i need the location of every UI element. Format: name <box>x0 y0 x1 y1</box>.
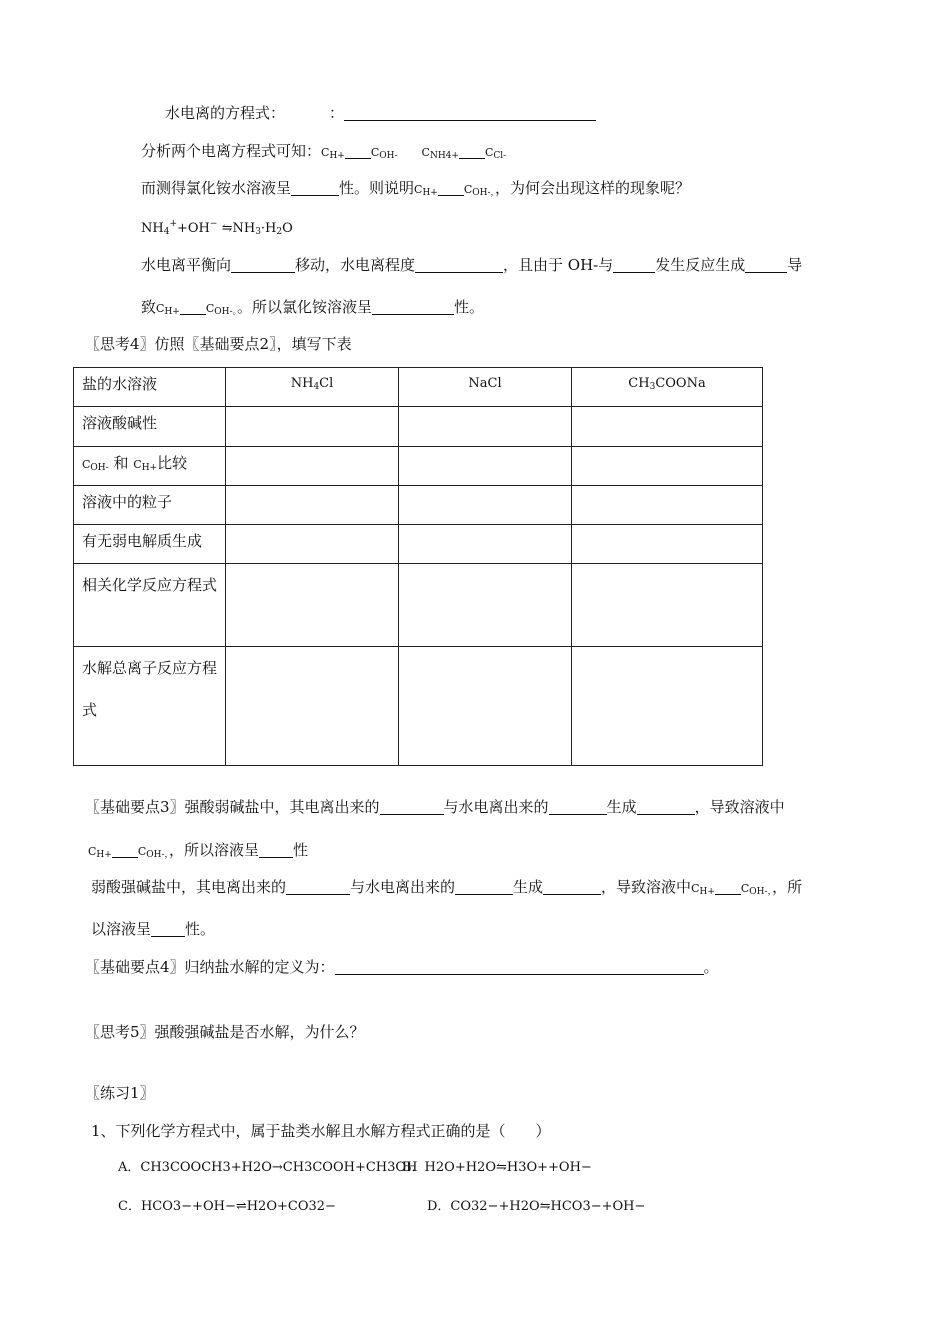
question-text: ，为何会出现这样的现象呢？ <box>495 179 691 197</box>
c-cl-minus: $C_{Cl-}$ <box>484 146 507 161</box>
table-row <box>74 486 763 525</box>
header-cell: 盐的水溶液 <box>74 368 226 407</box>
table-cell[interactable] <box>572 525 763 564</box>
product-blank[interactable] <box>745 257 787 273</box>
eq-text-a: 水电离平衡向 <box>141 256 232 274</box>
b3-text-k: ，所 <box>772 878 803 896</box>
table-row <box>74 564 763 647</box>
b3-property-blank[interactable] <box>259 842 293 858</box>
conclusion-text-c: 性。 <box>454 298 485 316</box>
b3-text-f: 性 <box>293 841 309 859</box>
b3-text-b: 与水电离出来的 <box>443 798 549 816</box>
think-4-heading: 〖思考4〗仿照〖基础要点2〗，填写下表 <box>85 335 352 353</box>
measurement-text: 而测得氯化铵水溶液呈 <box>141 179 292 197</box>
b3-blank-3[interactable] <box>637 799 695 815</box>
c-oh-minus: $C_{OH-,}$ <box>463 183 496 198</box>
c-oh-minus: $C_{OH-。}$ <box>205 302 238 317</box>
c-h-plus: $C_{H+}$ <box>414 183 438 198</box>
header-nacl: NaCl <box>399 368 572 407</box>
c-h-plus: $C_{H+}$ <box>156 302 180 317</box>
table-cell[interactable] <box>226 447 399 486</box>
table-cell[interactable] <box>226 407 399 447</box>
question-1: 1、下列化学方程式中，属于盐类水解且水解方程式正确的是（ ） <box>91 1122 551 1140</box>
b3-compare-blank-2[interactable] <box>715 879 741 895</box>
row-label: 有无弱电解质生成 <box>74 525 226 564</box>
table-header-row <box>74 368 763 407</box>
water-ionization-label: 水电离的方程式： <box>165 104 286 122</box>
option-b[interactable]: B．H2O+H2O⇋H3O++OH− <box>402 1160 592 1175</box>
eq-text-c: ，且由于 OH-与 <box>503 256 614 274</box>
b3-blank-4[interactable] <box>286 879 350 895</box>
table-cell[interactable] <box>572 447 763 486</box>
table-row <box>74 647 763 766</box>
equation-blank[interactable] <box>344 105 596 121</box>
table-cell[interactable] <box>399 447 572 486</box>
c-h-plus: $C_{H+}$ <box>691 882 715 897</box>
option-a[interactable]: A．CH3COOCH3+H2O→CH3COOH+CH3OH <box>118 1160 418 1175</box>
table-cell[interactable] <box>572 564 763 647</box>
table-cell[interactable] <box>399 647 572 766</box>
compare-blank-4[interactable] <box>180 299 206 315</box>
table-cell[interactable] <box>226 525 399 564</box>
basics-3-line-2 <box>88 840 308 865</box>
b3-text-l: 以溶液呈 <box>91 920 152 938</box>
b3-text-d: ，导致溶液中 <box>694 798 785 816</box>
table-cell[interactable] <box>399 564 572 647</box>
table-row <box>74 447 763 486</box>
b3-text-i: 生成 <box>513 878 544 896</box>
row-label: 相关化学反应方程式 <box>74 564 226 647</box>
analysis-line <box>141 141 506 166</box>
conclusion-text-a: 致 <box>141 298 157 316</box>
c-oh-minus: $C_{OH-,}$ <box>137 845 170 860</box>
basics-3-line-3 <box>91 877 802 902</box>
b3-compare-blank[interactable] <box>112 842 138 858</box>
c-h-plus: $C_{H+}$ <box>321 146 345 161</box>
row-label: 水解总离子反应方程式 <box>74 647 226 766</box>
solution-property-blank[interactable] <box>372 299 454 315</box>
colon: ： <box>329 104 345 122</box>
table-cell[interactable] <box>572 407 763 447</box>
eq-text-e: 导 <box>787 256 803 274</box>
table-row <box>74 407 763 447</box>
conclusion-text-b: 。所以氯化铵溶液呈 <box>237 298 373 316</box>
basics-4-line <box>85 957 719 977</box>
direction-blank[interactable] <box>231 257 295 273</box>
analysis-text: 分析两个电离方程式可知： <box>141 142 322 160</box>
row-label: 溶液酸碱性 <box>74 407 226 447</box>
compare-blank-2[interactable] <box>459 143 485 159</box>
basics-3-line-4 <box>91 919 215 939</box>
salt-solution-table <box>73 367 763 766</box>
table-cell[interactable] <box>399 525 572 564</box>
table-cell[interactable] <box>572 647 763 766</box>
eq-text-b: 移动，水电离程度 <box>295 256 416 274</box>
option-d[interactable]: D．CO32−+H2O⇋HCO3−+OH− <box>427 1199 646 1214</box>
b3-text-h: 与水电离出来的 <box>350 878 456 896</box>
row-label: $C_{OH-}$ 和 $C_{H+}$比较 <box>74 447 226 486</box>
header-ch3coona: $CH_3COONa$ <box>572 368 763 407</box>
practice-heading: 〖练习1〗 <box>85 1084 155 1102</box>
b4-text-a: 〖基础要点4〗归纳盐水解的定义为： <box>85 958 335 976</box>
b3-blank-6[interactable] <box>543 879 601 895</box>
b3-text-m: 性。 <box>185 920 216 938</box>
table-cell[interactable] <box>572 486 763 525</box>
conclusion-line <box>141 297 484 322</box>
table-cell[interactable] <box>399 486 572 525</box>
header-nh4cl: $NH_4Cl$ <box>226 368 399 407</box>
table-row <box>74 525 763 564</box>
table-cell[interactable] <box>399 407 572 447</box>
c-nh4-plus: $C_{NH4+}$ <box>421 146 459 161</box>
c-oh-minus: $C_{OH-,}$ <box>740 882 773 897</box>
definition-blank[interactable] <box>335 959 704 975</box>
basics-3-line-1 <box>85 797 785 817</box>
water-ionization-line <box>165 103 596 123</box>
table-cell[interactable] <box>226 564 399 647</box>
eq-text-d: 发生反应生成 <box>655 256 746 274</box>
b3-text-c: 生成 <box>606 798 637 816</box>
equilibrium-line <box>141 255 802 275</box>
compare-blank-3[interactable] <box>438 180 464 196</box>
table-cell[interactable] <box>226 486 399 525</box>
measurement-line <box>141 178 690 203</box>
property-text: 性。则说明 <box>339 179 415 197</box>
b3-text-g: 弱酸强碱盐中，其电离出来的 <box>91 878 287 896</box>
b3-blank-5[interactable] <box>455 879 513 895</box>
compare-blank-1[interactable] <box>345 143 371 159</box>
property-blank[interactable] <box>291 180 339 196</box>
reactant-blank[interactable] <box>613 257 655 273</box>
b3-property-blank-2[interactable] <box>151 921 185 937</box>
c-h-plus: $C_{H+}$ <box>88 845 112 860</box>
b3-text-a: 〖基础要点3〗强酸弱碱盐中，其电离出来的 <box>85 798 380 816</box>
b3-text-j: ，导致溶液中 <box>601 878 692 896</box>
option-c[interactable]: C．HCO3−+OH−⇌H2O+CO32− <box>118 1199 336 1214</box>
nh4-equation: $NH_4^++OH^-$ $⇋NH_3\cdot H_2O$ <box>141 219 293 237</box>
b3-blank-2[interactable] <box>549 799 607 815</box>
think-5-heading: 〖思考5〗强酸强碱盐是否水解，为什么？ <box>85 1023 365 1041</box>
b3-text-e: ，所以溶液呈 <box>169 841 260 859</box>
b3-blank-1[interactable] <box>380 799 444 815</box>
row-label: 溶液中的粒子 <box>74 486 226 525</box>
degree-blank[interactable] <box>415 257 503 273</box>
c-oh-minus: $C_{OH-}$ <box>370 146 398 161</box>
table-cell[interactable] <box>226 647 399 766</box>
b4-text-b: 。 <box>703 958 719 976</box>
